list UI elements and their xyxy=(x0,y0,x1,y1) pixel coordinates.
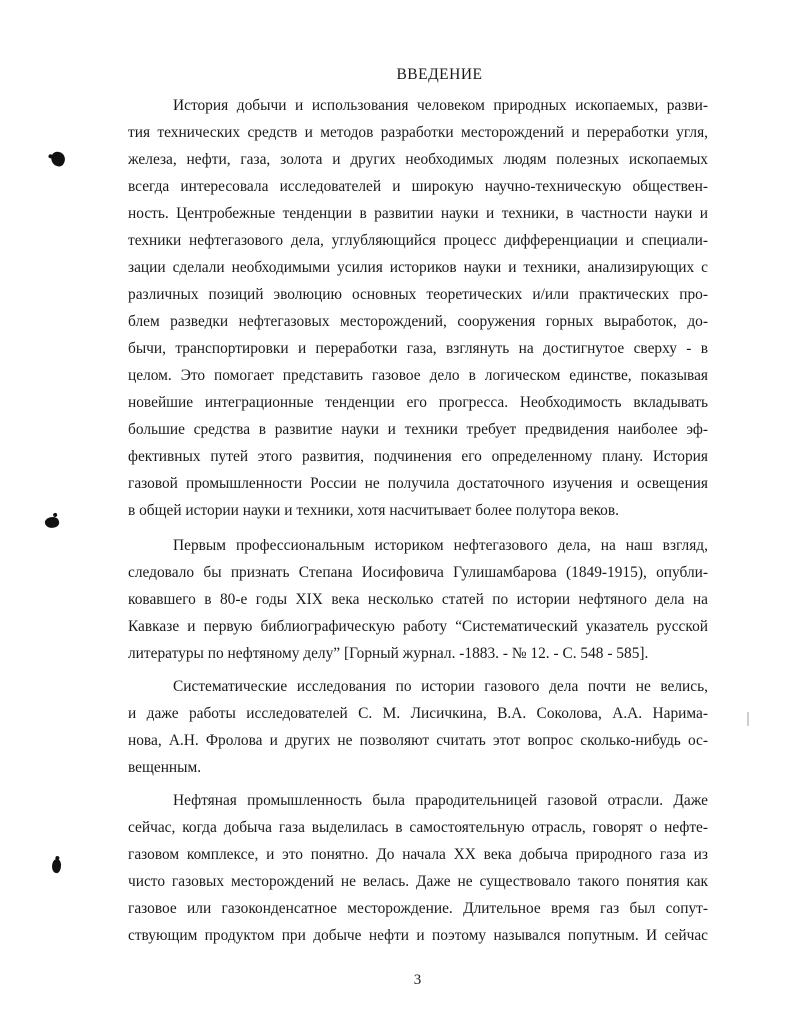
text-line: и даже работы исследователей С. М. Лисичкина, В.А. Соколова, А.А. Нарима- xyxy=(128,705,708,722)
text-line: Нефтяная промышленность была прародительницей газовой отрасли. Даже xyxy=(173,792,708,809)
text-line: Первым профессиональным историком нефтегазового дела, на наш взгляд, xyxy=(173,537,708,554)
text-line: в общей истории науки и техники, хотя насчитывает более полутора веков. xyxy=(128,502,619,519)
text-line: ность. Центробежные тенденции в развитии науки и техники, в частности науки и xyxy=(128,205,708,222)
text-line: вещенным. xyxy=(128,759,202,776)
text-line: зации сделали необходимыми усилия историков науки и техники, анализирующих с xyxy=(128,259,708,276)
text-line: техники нефтегазового дела, углубляющийся процесс дифференциации и специали- xyxy=(128,232,708,249)
text-line: бычи, транспортировки и переработки газа, взглянуть на достигнутое сверху - в xyxy=(128,340,708,357)
page-number: 3 xyxy=(413,972,422,988)
text-line: литературы по нефтяному делу” [Горный журнал. -1883. - № 12. - С. 548 - 585]. xyxy=(128,645,649,662)
text-line: блем разведки нефтегазовых месторождений, сооружения горных выработок, до- xyxy=(128,313,708,330)
text-line: большие средства в развитие науки и техники требует предвидения наиболее эф- xyxy=(128,421,708,438)
scan-edge-mark xyxy=(747,712,749,726)
text-line: фективных путей этого развития, подчинения его определенному плану. История xyxy=(128,448,708,465)
text-line: целом. Это помогает представить газовое дело в логическом единстве, показывая xyxy=(128,367,708,384)
section-heading: ВВЕДЕНИЕ xyxy=(396,66,483,83)
text-line: газовом комплексе, и это понятно. До начала XX века добыча природного газа из xyxy=(128,846,708,863)
text-line: газовой промышленности России не получила достаточного изучения и освещения xyxy=(128,475,708,492)
text-line: сейчас, когда добыча газа выделилась в самостоятельную отрасль, говорят о нефте- xyxy=(128,819,708,836)
text-line: ковавшего в 80-е годы XIX века несколько статей по истории нефтяного дела на xyxy=(128,591,708,608)
text-line: ствующим продуктом при добыче нефти и поэтому назывался попутным. И сейчас xyxy=(128,927,708,944)
text-line: тия технических средств и методов разработки месторождений и переработки угля, xyxy=(128,124,708,141)
text-line: Систематические исследования по истории газового дела почти не велись, xyxy=(173,678,708,695)
text-line: следовало бы признать Степана Иосифовича Гулишамбарова (1849-1915), опубли- xyxy=(128,564,708,581)
text-line: газовое или газоконденсатное месторождение. Длительное время газ был сопут- xyxy=(128,900,708,917)
text-line: железа, нефти, газа, золота и других необходимых людям полезных ископаемых xyxy=(128,151,708,168)
text-line: Кавказе и первую библиографическую работу “Систематический указатель русской xyxy=(128,618,708,635)
text-line: различных позиций эволюцию основных теоретических и/или практических про- xyxy=(128,286,708,303)
text-line: всегда интересовала исследователей и широкую научно-техническую обществен- xyxy=(128,178,708,195)
text-line: чисто газовых месторождений не велась. Даже не существовало такого понятия как xyxy=(128,873,708,890)
text-line: История добычи и использования человеком природных ископаемых, разви- xyxy=(173,97,708,114)
text-line: нова, А.Н. Фролова и других не позволяют считать этот вопрос сколько-нибудь ос- xyxy=(128,732,708,749)
text-line: новейшие интеграционные тенденции его прогресса. Необходимость вкладывать xyxy=(128,394,708,411)
